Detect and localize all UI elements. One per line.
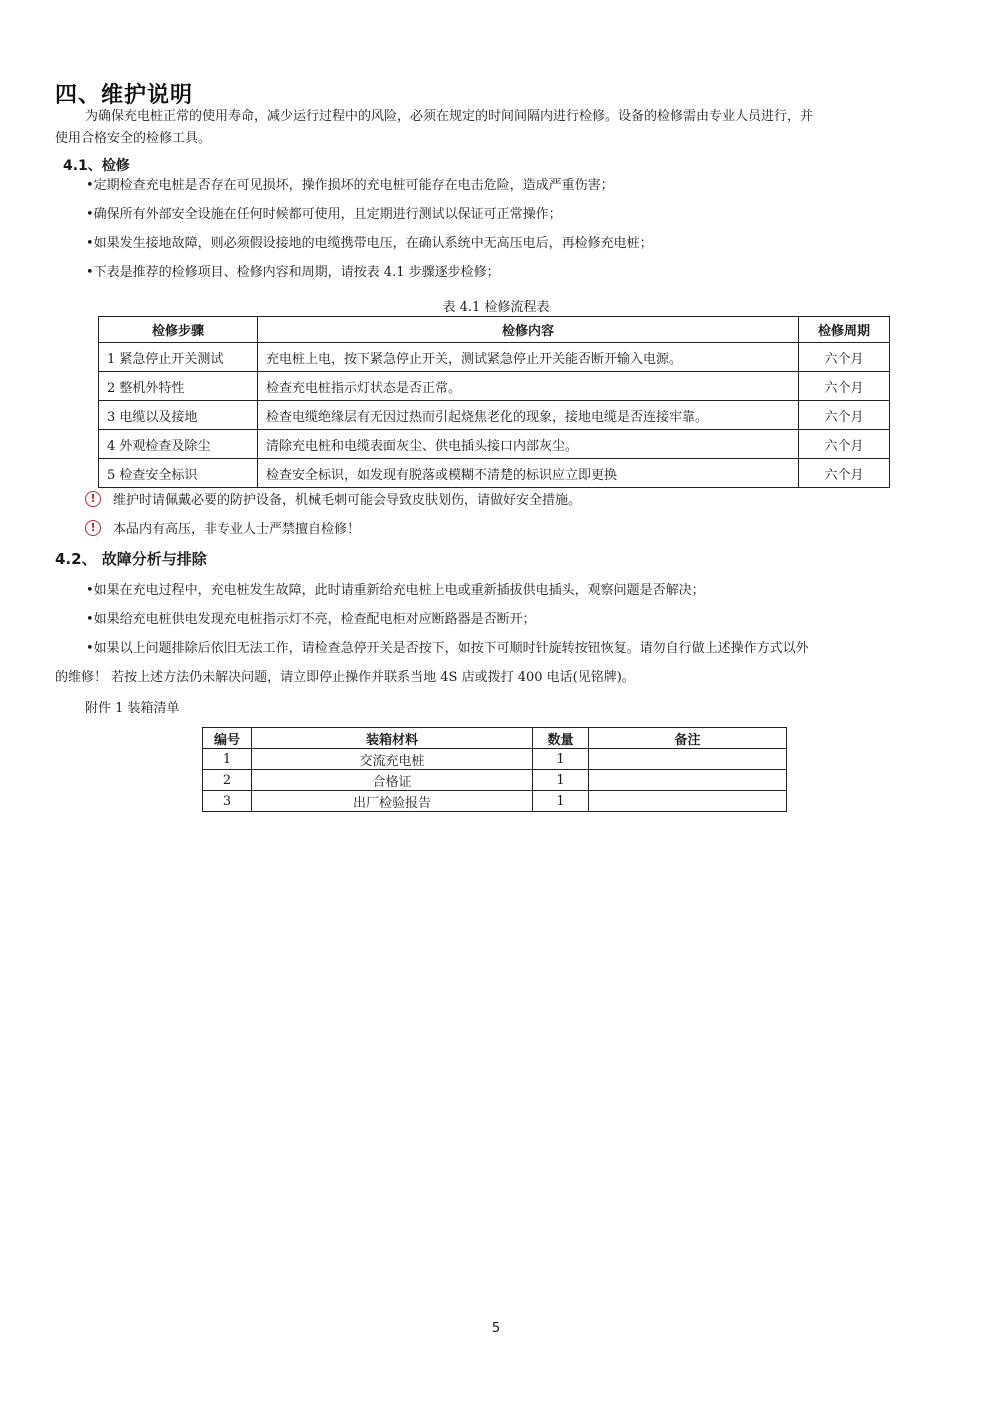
table-row [203, 791, 787, 812]
bullet-item: •确保所有外部安全设施在任何时候都可使用，且定期进行测试以保证可正常操作； [86, 207, 562, 222]
table-header-row [99, 317, 890, 343]
cell-step: 1 紧急停止开关测试 [99, 343, 258, 372]
warning-exclamation-icon: ! [85, 491, 101, 507]
warning-note [85, 518, 360, 537]
intro-paragraph-line-1: 为确保充电桩正常的使用寿命，减少运行过程中的风险，必须在规定的时间间隔内进行检修。设备的检修需由专业人员进行，并 [85, 109, 814, 124]
cell-material: 交流充电桩 [252, 749, 533, 770]
cell-content: 检查安全标识，如发现有脱落或模糊不清楚的标识应立即更换 [258, 459, 799, 488]
header-content: 检修内容 [258, 317, 799, 343]
cell-remarks [589, 770, 787, 791]
warning-text: 本品内有高压，非专业人士严禁擅自检修！ [113, 522, 361, 537]
section-4-2-title: 4.2、 故障分析与排除 [55, 550, 207, 568]
header-period: 检修周期 [799, 317, 890, 343]
cell-material: 合格证 [252, 770, 533, 791]
cell-number: 3 [203, 791, 252, 812]
table-row [99, 401, 890, 430]
cell-period: 六个月 [799, 459, 890, 488]
table-row [203, 770, 787, 791]
header-remarks: 备注 [589, 728, 787, 749]
cell-content: 检查电缆绝缘层有无因过热而引起烧焦老化的现象，接地电缆是否连接牢靠。 [258, 401, 799, 430]
bullet-item: •下表是推荐的检修项目、检修内容和周期，请按表 4.1 步骤逐步检修； [86, 265, 500, 280]
cell-number: 2 [203, 770, 252, 791]
warning-exclamation-icon: ! [85, 520, 101, 536]
cell-quantity: 1 [533, 791, 589, 812]
cell-remarks [589, 791, 787, 812]
table-caption: 表 4.1 检修流程表 [442, 300, 550, 315]
appendix-title: 附件 1 装箱清单 [85, 701, 180, 716]
warning-note [85, 489, 581, 508]
cell-material: 出厂检验报告 [252, 791, 533, 812]
header-number: 编号 [203, 728, 252, 749]
cell-quantity: 1 [533, 749, 589, 770]
bullet-item: •如果发生接地故障，则必须假设接地的电缆携带电压，在确认系统中无高压电后，再检修充电桩； [86, 236, 653, 251]
cell-quantity: 1 [533, 770, 589, 791]
table-row [99, 430, 890, 459]
header-step: 检修步骤 [99, 317, 258, 343]
cell-period: 六个月 [799, 401, 890, 430]
table-row [99, 343, 890, 372]
cell-step: 3 电缆以及接地 [99, 401, 258, 430]
cell-step: 2 整机外特性 [99, 372, 258, 401]
header-quantity: 数量 [533, 728, 589, 749]
cell-content: 充电桩上电，按下紧急停止开关，测试紧急停止开关能否断开输入电源。 [258, 343, 799, 372]
packing-list-table [202, 727, 787, 812]
cell-step: 4 外观检查及除尘 [99, 430, 258, 459]
table-row [99, 459, 890, 488]
cell-content: 清除充电桩和电缆表面灰尘、供电插头接口内部灰尘。 [258, 430, 799, 459]
cell-content: 检查充电桩指示灯状态是否正常。 [258, 372, 799, 401]
cell-period: 六个月 [799, 372, 890, 401]
table-row [99, 372, 890, 401]
section-4-1-title: 4.1、检修 [63, 158, 130, 174]
maintenance-process-table [98, 316, 890, 488]
bullet-item: •如果给充电桩供电发现充电桩指示灯不亮，检查配电柜对应断路器是否断开； [86, 612, 536, 627]
intro-paragraph-line-2: 使用合格安全的检修工具。 [55, 131, 212, 146]
cell-number: 1 [203, 749, 252, 770]
cell-period: 六个月 [799, 343, 890, 372]
paragraph-continuation: 的维修！ 若按上述方法仍未解决问题，请立即停止操作并联系当地 4S 店或拨打 400 电话(见铭牌)。 [55, 670, 635, 685]
bullet-item: •定期检查充电桩是否存在可见损坏，操作损坏的充电桩可能存在电击危险，造成严重伤害； [86, 178, 614, 193]
bullet-item: •如果以上问题排除后依旧无法工作，请检查急停开关是否按下，如按下可顺时针旋转按钮恢复。请勿自行做上述操作方式以外 [86, 641, 809, 656]
page-number: 5 [491, 1321, 501, 1336]
cell-remarks [589, 749, 787, 770]
table-header-row [203, 728, 787, 749]
table-row [203, 749, 787, 770]
cell-period: 六个月 [799, 430, 890, 459]
cell-step: 5 检查安全标识 [99, 459, 258, 488]
bullet-item: •如果在充电过程中，充电桩发生故障，此时请重新给充电桩上电或重新插拔供电插头，观察问题是否解决； [86, 583, 705, 598]
warning-text: 维护时请佩戴必要的防护设备，机械毛刺可能会导致皮肤划伤，请做好安全措施。 [113, 493, 582, 508]
header-material: 装箱材料 [252, 728, 533, 749]
page-heading: 四、维护说明 [55, 83, 194, 108]
